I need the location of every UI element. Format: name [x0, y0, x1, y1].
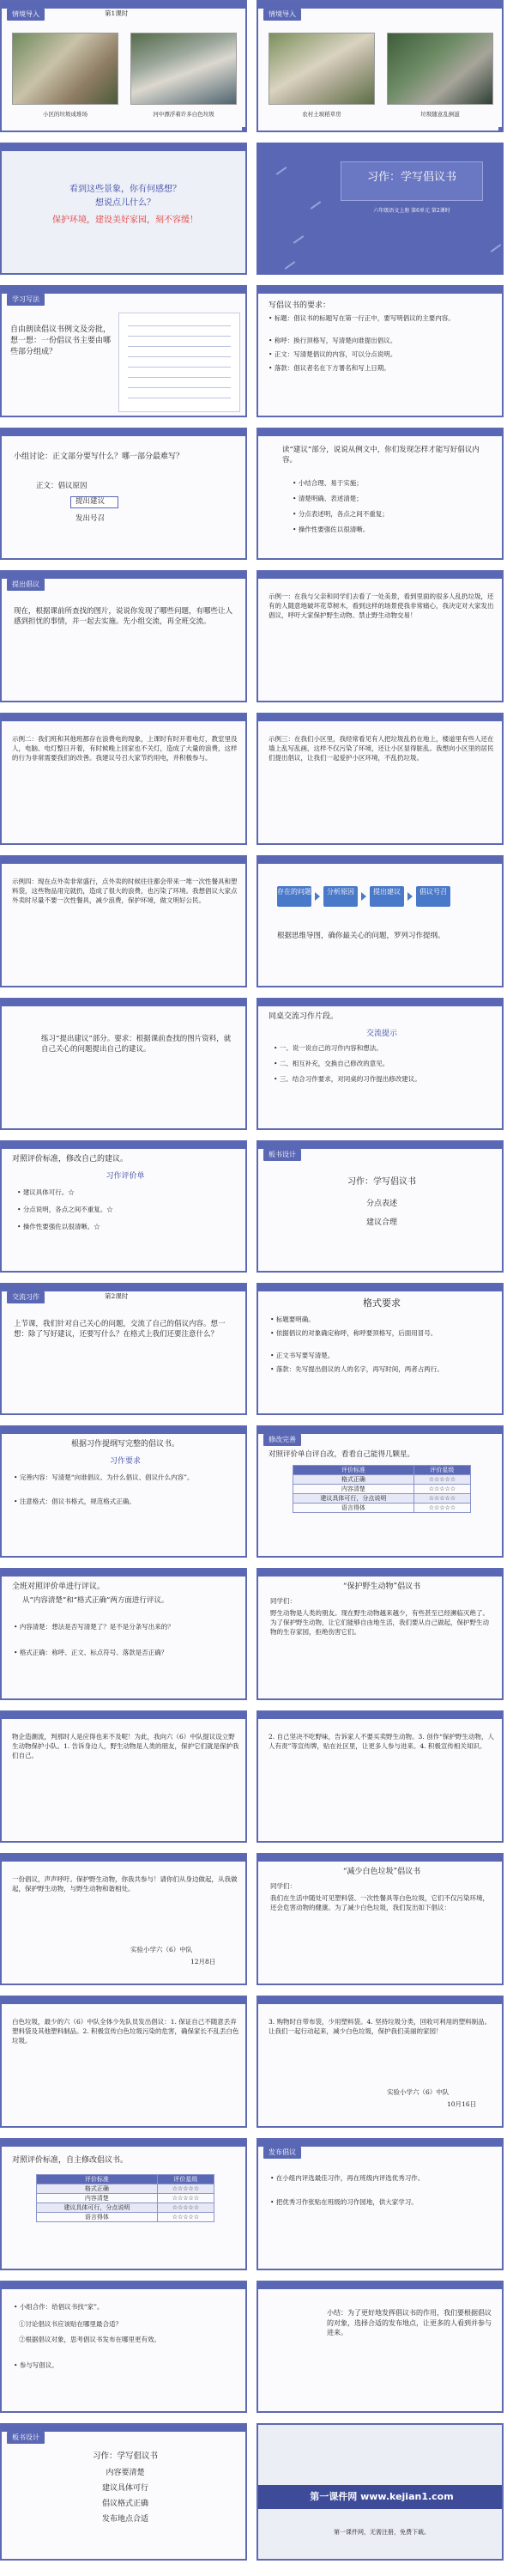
- site-slogan: 第一课件网，无需注册，免费下载。: [334, 2529, 430, 2536]
- example-text: 示例四：现在点外卖非常盛行，点外卖的时候往往都会带来一堆一次性餐具和塑料袋，这些物品用完就扔，造成了很大的浪费，也污染了环境。我想倡议大家点外卖时尽量不要一次性餐具，减少浪费，保护环境，做文明好公民。: [12, 878, 238, 904]
- table-row: 建议具体可行，分点说明 ☆☆☆☆☆: [37, 2203, 214, 2213]
- slide-7[interactable]: [0, 428, 247, 560]
- board-line: 发布地点合适: [101, 2515, 148, 2524]
- list-item: • 分点说明，各点之间不重复。☆: [17, 1206, 113, 1213]
- lesson-subtitle: 六年级语文上册 第6单元 第2课时: [373, 208, 450, 214]
- caption: 小区的垃圾成堆场: [43, 111, 88, 118]
- photo-river-trash: [130, 33, 237, 105]
- list-item: • 一、说一说自己的习作内容和想法。: [274, 1044, 383, 1052]
- top-bar: [258, 999, 502, 1006]
- list-item: • 标题要明确。: [270, 1315, 315, 1323]
- outline-item-highlight: 提出建议: [75, 497, 106, 506]
- slide-16[interactable]: [257, 998, 504, 1130]
- slide-27[interactable]: [0, 1853, 247, 1985]
- sub-heading: 交流提示: [365, 1030, 397, 1038]
- slide-36-promo[interactable]: [257, 2423, 504, 2561]
- slide-32[interactable]: [257, 2138, 504, 2270]
- list-item: • 注意格式：倡议书格式，规范格式正确。: [14, 1498, 136, 1505]
- letter-date: 12月8日: [190, 1958, 216, 1965]
- letter-title: “减少白色垃圾”倡议书: [342, 1868, 421, 1876]
- photo-trash-pile: [12, 33, 118, 105]
- letter-body: 一份倡议，声声呼吁。保护野生动物，你我共参与！请你们从身边做起，从我做起，保护野生动物，与野生动物和谐相处。: [12, 1875, 238, 1893]
- table-row: 内容清楚 ☆☆☆☆☆: [293, 1485, 471, 1494]
- discussion-question: 小组讨论：正文部分要写什么？哪一部分最难写？: [14, 453, 184, 461]
- board-title: 习作：学写倡议书: [92, 2451, 158, 2461]
- slide-12[interactable]: [257, 713, 504, 845]
- top-bar: [2, 714, 245, 721]
- evaluation-table: [36, 2174, 214, 2222]
- slide-29[interactable]: [0, 1996, 247, 2128]
- top-bar: [2, 1570, 245, 1577]
- slide-23[interactable]: [0, 1568, 247, 1700]
- top-bar: [2, 1142, 245, 1149]
- flow-step: 分析原因: [323, 886, 358, 907]
- list-item: • 在小组内评选最佳习作，再在班级内评选优秀习作。: [270, 2174, 425, 2182]
- arrow-icon: [315, 892, 320, 901]
- table-row: 内容清楚 ☆☆☆☆☆: [37, 2194, 214, 2203]
- section-tag: 发布倡议: [263, 2147, 301, 2159]
- slide-heading: 对照评价标准，修改自己的建议。: [12, 1155, 129, 1163]
- slide-13[interactable]: [0, 855, 247, 987]
- decor-stripe: [293, 235, 305, 244]
- slide-6[interactable]: [257, 285, 504, 417]
- evaluation-table: [293, 1465, 471, 1513]
- decor-stripe: [311, 201, 322, 210]
- list-item: ②根据倡议对象，思考倡议书发布在哪里更有效。: [19, 2336, 160, 2343]
- section-tag: 修改完善: [263, 1434, 301, 1446]
- section-tag: 情境导入: [263, 9, 301, 21]
- slide-heading: 格式要求: [363, 1297, 401, 1309]
- slide-30[interactable]: [257, 1996, 504, 2128]
- top-bar: [258, 429, 502, 436]
- question-line: 看到这些景象，你有何感想？: [69, 185, 181, 194]
- list-item: • 建议具体可行。☆: [17, 1188, 75, 1196]
- example-document: [118, 313, 240, 412]
- slide-2[interactable]: [257, 0, 504, 132]
- top-bar: [2, 1997, 245, 2004]
- caption: 河中漂浮着许多白色垃圾: [153, 111, 214, 118]
- slide-24[interactable]: [257, 1568, 504, 1700]
- letter-body: 我们在生活中随处可见塑料袋、一次性餐具等白色垃圾，它们不仅污染环境，还会危害动物的健康。为了减少白色垃圾，我们发出如下倡议：: [270, 1894, 489, 1911]
- corner-mark: [498, 127, 502, 131]
- slide-15[interactable]: [0, 998, 247, 1130]
- section-tag: 交流习作: [7, 1291, 45, 1303]
- outline-item: 发出号召: [75, 514, 106, 523]
- section-tag: 学习写法: [7, 294, 45, 306]
- slide-4-title[interactable]: [257, 143, 504, 275]
- flow-step: 存在的问题: [277, 886, 311, 907]
- top-bar: [2, 999, 245, 1006]
- list-item: • 清楚明确、表述清楚；: [293, 495, 363, 502]
- top-bar: [258, 572, 502, 579]
- sub-heading: 习作要求: [109, 1457, 141, 1466]
- slide-20[interactable]: [257, 1283, 504, 1415]
- flow-step: 倡议号召: [416, 886, 450, 907]
- slide-3[interactable]: [0, 143, 247, 275]
- letter-body: 3. 购物时自带布袋，少用塑料袋。4. 坚持垃圾分类，回收可利用的塑料制品。让我们一起行动起来，减少白色垃圾，保护我们美丽的家园！: [269, 2018, 492, 2035]
- section-tag: 板书设计: [263, 1149, 301, 1161]
- sub-heading: 从“内容清楚”和“格式正确”两方面进行评议。: [22, 1596, 169, 1605]
- table-row: 语言得体 ☆☆☆☆☆: [293, 1504, 471, 1513]
- list-item: • 落款：先写提出倡议的人的名字，再写时间，两者占两行。: [270, 1365, 444, 1373]
- slide-8[interactable]: [257, 428, 504, 560]
- requirement-item: • 称呼：换行顶格写，写清楚向谁提出倡议。: [269, 337, 397, 344]
- top-bar: [258, 2282, 502, 2289]
- top-bar: [258, 857, 502, 864]
- decor-stripe: [285, 261, 296, 270]
- slide-1[interactable]: [0, 0, 247, 132]
- top-bar: [2, 429, 245, 436]
- top-bar: [2, 857, 245, 864]
- letter-body: 白色垃圾，最少的六（6）中队全体少先队员发出倡议：1. 保证自己不随意丢弃塑料袋及其他塑料制品。2. 积极宣传白色垃圾污染的危害，确保家长不乱丢白色垃圾。: [12, 2018, 239, 2044]
- list-item: • 分点表述明，各点之间不重复；: [293, 510, 389, 518]
- requirements-heading: 写倡议书的要求：: [269, 301, 331, 310]
- decor-stripe: [276, 167, 287, 175]
- slide-21[interactable]: [0, 1425, 247, 1558]
- arrow-icon: [407, 892, 413, 901]
- slide-25[interactable]: [0, 1710, 247, 1843]
- board-line: 建议合理: [365, 1218, 397, 1227]
- table-header: 评价星级: [413, 1466, 470, 1475]
- example-text: 示例三：在我们小区里，我经常看见有人把垃圾乱扔在地上，楼道里有些人还在墙上乱写乱画，这样不仅污染了环境，还让小区显得脏乱。我想向小区里的居民们提出倡议，让我们一起爱护小区环境，不乱扔垃圾。: [269, 735, 494, 762]
- section-tag: 板书设计: [7, 2432, 45, 2444]
- photo-rural-trash: [269, 33, 375, 105]
- list-item: • 依据倡议的对象确定称呼，称呼要顶格写，后面用冒号。: [270, 1329, 438, 1337]
- slide-22[interactable]: [257, 1425, 504, 1558]
- list-item: • 操作性要强佐以很清晰。: [293, 526, 370, 533]
- slide-17[interactable]: [0, 1140, 247, 1273]
- example-text: 示例一：在我与父亲和同学们去看了一处美景，看到里面的很多人乱扔垃圾，还有的人随意地破坏花草树木，看到这样的场景使我非常痛心，我决定对大家发出倡议，呼吁大家保护野生动物、禁止野生动物交易！: [269, 592, 494, 619]
- letter-greeting: 同学们：: [270, 1882, 296, 1890]
- top-bar: [2, 2140, 245, 2147]
- slide-33[interactable]: [0, 2281, 247, 2413]
- board-line: 内容要清楚: [106, 2469, 145, 2477]
- top-bar: [2, 287, 245, 294]
- slide-heading: 根据习作提纲写完整的倡议书。: [70, 1440, 179, 1449]
- letter-signature: 实验小学六（6）中队: [130, 1946, 193, 1953]
- table-row: 语言得体 ☆☆☆☆☆: [37, 2213, 214, 2222]
- letter-body: 2. 自己坚决不吃野味，告诉家人不要买卖野生动物。3. 创作“保护野生动物，人人有责”等宣传牌，贴在社区里，让更多人参与进来。4. 积极宣传相关知识。: [269, 1733, 494, 1750]
- corner-mark: [242, 127, 245, 131]
- list-item: • 小结合理、易于实施；: [293, 479, 363, 487]
- slide-heading: 对照评价单自评自改，看看自己能得几颗星。: [269, 1450, 415, 1459]
- top-bar: [258, 2, 502, 9]
- top-bar: [2, 1427, 245, 1434]
- instruction-text: 练习“提出建议”部分。要求：根据课前查找的图片资料，就自己关心的问题提出自己的建议。: [41, 1035, 232, 1054]
- board-line: 倡议格式正确: [101, 2500, 148, 2508]
- caption: 农村土坡稻草房: [302, 111, 341, 118]
- top-bar: [258, 2140, 502, 2147]
- top-bar: [2, 2282, 245, 2289]
- top-bar: [2, 144, 245, 151]
- section-tag: 情境导入: [7, 9, 45, 21]
- top-bar: [258, 714, 502, 721]
- list-item: ①讨论倡议书应该贴在哪里最合适？: [19, 2320, 122, 2328]
- requirement-item: • 落款：倡议者名在下方署名和写上日期。: [269, 364, 390, 372]
- body-text: 现在，根据课前所查找的图片，说说你发现了哪些问题，有哪些让人感到担忧的事情，并一起去实施。先小组交流，再全班交流。: [14, 607, 233, 627]
- board-line: 建议具体可行: [101, 2484, 148, 2493]
- table-header: 评价标准: [293, 1466, 414, 1475]
- lesson-title: 习作：学写倡议书: [366, 171, 456, 184]
- top-bar: [258, 1285, 502, 1291]
- top-bar: [2, 2, 245, 9]
- arrow-icon: [361, 892, 366, 901]
- list-item: • 小组合作：给倡议书找“家”。: [14, 2303, 104, 2311]
- list-item: • 把优秀习作张贴在班级的习作园地，供大家学习。: [270, 2198, 418, 2206]
- question-line: 想说点儿什么？: [95, 198, 155, 208]
- table-header: 评价标准: [37, 2175, 158, 2184]
- list-item: • 内容清楚：想法是否写清楚了？是不是分条写出来的？: [14, 1623, 174, 1631]
- slide-5[interactable]: [0, 285, 247, 417]
- top-bar: [258, 1997, 502, 2004]
- slide-9[interactable]: [0, 570, 247, 702]
- section-tag: 提出倡议: [7, 579, 45, 591]
- top-bar: [258, 1570, 502, 1577]
- top-bar: [258, 1142, 502, 1149]
- prompt-text: 读“建议”部分，说说从例文中，你们发现怎样才能写好倡议内容。: [282, 446, 480, 465]
- slide-10[interactable]: [257, 570, 504, 702]
- outline-item: 正文：倡议原因: [36, 482, 88, 490]
- letter-title: “保护野生动物”倡议书: [342, 1583, 421, 1591]
- list-item: • 参与写倡议。: [14, 2361, 58, 2369]
- slide-28[interactable]: [257, 1853, 504, 1985]
- top-bar: [258, 1855, 502, 1862]
- slide-19[interactable]: [0, 1283, 247, 1415]
- top-bar: [258, 1712, 502, 1719]
- letter-body: 野生动物是人类的朋友。现在野生动物越来越少，有些甚至已经濒临灭绝了。为了保护野生动物，让它们能够自由地生活，我们要从自己做起，保护野生动物的生存家园，拒绝伤害它们。: [270, 1609, 489, 1636]
- top-bar: [2, 572, 245, 579]
- list-item: • 三、结合习作要求，对同桌的习作提出修改建议。: [274, 1075, 421, 1083]
- example-text: 示例二：我们班和其他班都存在浪费电的现象，上课时有时开着电灯，教室里没人，电脑、电灯整日开着，有时候晚上回家也不关灯，造成了大量的浪费，这样的行为非常需要我们的改善。我建议号召大家节约用电，并积极参与。: [12, 735, 238, 762]
- lesson-label: 第2课时: [105, 1292, 129, 1300]
- slide-34[interactable]: [257, 2281, 504, 2413]
- site-logo-text[interactable]: 第一课件网 www.kejian1.com: [310, 2491, 454, 2502]
- table-row: 格式正确 ☆☆☆☆☆: [37, 2184, 214, 2194]
- flow-step: 提出建议: [370, 886, 404, 907]
- sub-heading: 习作评价单: [106, 1172, 145, 1181]
- list-item: • 格式正确：称呼、正文、标点符号、落款是否正确？: [14, 1649, 168, 1656]
- board-title: 习作：学写倡议书: [347, 1177, 416, 1187]
- list-item: • 二、相互补充，交换自己修改的意见。: [274, 1060, 389, 1067]
- list-item: • 完善内容：写清楚“向谁倡议、为什么倡议、倡议什么内容”。: [14, 1473, 194, 1481]
- top-bar: [2, 1855, 245, 1862]
- lesson-label: 第1课时: [105, 9, 129, 17]
- letter-date: 10月16日: [447, 2100, 477, 2108]
- slide-31[interactable]: [0, 2138, 247, 2270]
- slide-11[interactable]: [0, 713, 247, 845]
- letter-signature: 实验小学六（6）中队: [387, 2088, 450, 2096]
- slide-heading: 全班对照评价单进行评议。: [12, 1583, 106, 1591]
- table-header: 评价星级: [157, 2175, 214, 2184]
- table-row: 建议具体可行，分点说明 ☆☆☆☆☆: [293, 1494, 471, 1504]
- caption: 垃圾随意乱倒滋: [420, 111, 460, 118]
- slide-35[interactable]: [0, 2423, 247, 2561]
- requirement-item: • 正文：写清楚倡议的内容，可以分点说明。: [269, 350, 397, 358]
- requirement-item: • 标题：倡议书的标题写在第一行正中，要写明倡议的主要内容。: [269, 314, 455, 322]
- top-bar: [258, 1427, 502, 1434]
- slide-heading: 对照评价标准，自主修改倡议书。: [12, 2156, 129, 2165]
- top-bar: [2, 1712, 245, 1719]
- body-text: 上节课，我们针对自己关心的问题，交流了自己的倡议内容。想一想：除了写好建议，还要写什么？在格式上我们还要注意什么？: [14, 1320, 226, 1340]
- list-item: • 操作性要强佐以很清晰。☆: [17, 1223, 100, 1230]
- top-bar: [2, 1285, 245, 1291]
- list-item: • 正文书写要写清楚。: [270, 1352, 335, 1359]
- instruction-text: 自由朗读倡议书例文及旁批，想一想：一份倡议书主要由哪些部分组成？: [10, 325, 112, 357]
- slide-18[interactable]: [257, 1140, 504, 1273]
- summary-text: 小结：为了更好地发挥倡议书的作用，我们要根据倡议的对象，选择合适的发布地点，让更多的人看到并参与进来。: [327, 2309, 492, 2337]
- table-row: 格式正确 ☆☆☆☆☆: [293, 1475, 471, 1485]
- photo-dumping: [387, 33, 493, 105]
- letter-greeting: 同学们：: [270, 1597, 296, 1605]
- slogan-line: 保护环境，建设美好家园，刻不容缓！: [52, 216, 198, 225]
- slide-14[interactable]: [257, 855, 504, 987]
- letter-body: 物企造潮流，判那时人是应得也来不及呢！为此，我向六（6）中队提议设立野生动物保护小队。1. 告诉身边人，野生动物是人类的朋友，保护它们就是保护我们自己。: [12, 1733, 239, 1759]
- top-bar: [2, 2425, 245, 2432]
- slide-heading: 同桌交流习作片段。: [269, 1012, 339, 1021]
- top-bar: [258, 287, 502, 294]
- decor-stripe: [491, 244, 502, 252]
- slide-26[interactable]: [257, 1710, 504, 1843]
- instruction-text: 根据思维导图，确你最关心的问题，罗列习作提纲。: [277, 932, 445, 940]
- board-line: 分点表述: [365, 1200, 397, 1208]
